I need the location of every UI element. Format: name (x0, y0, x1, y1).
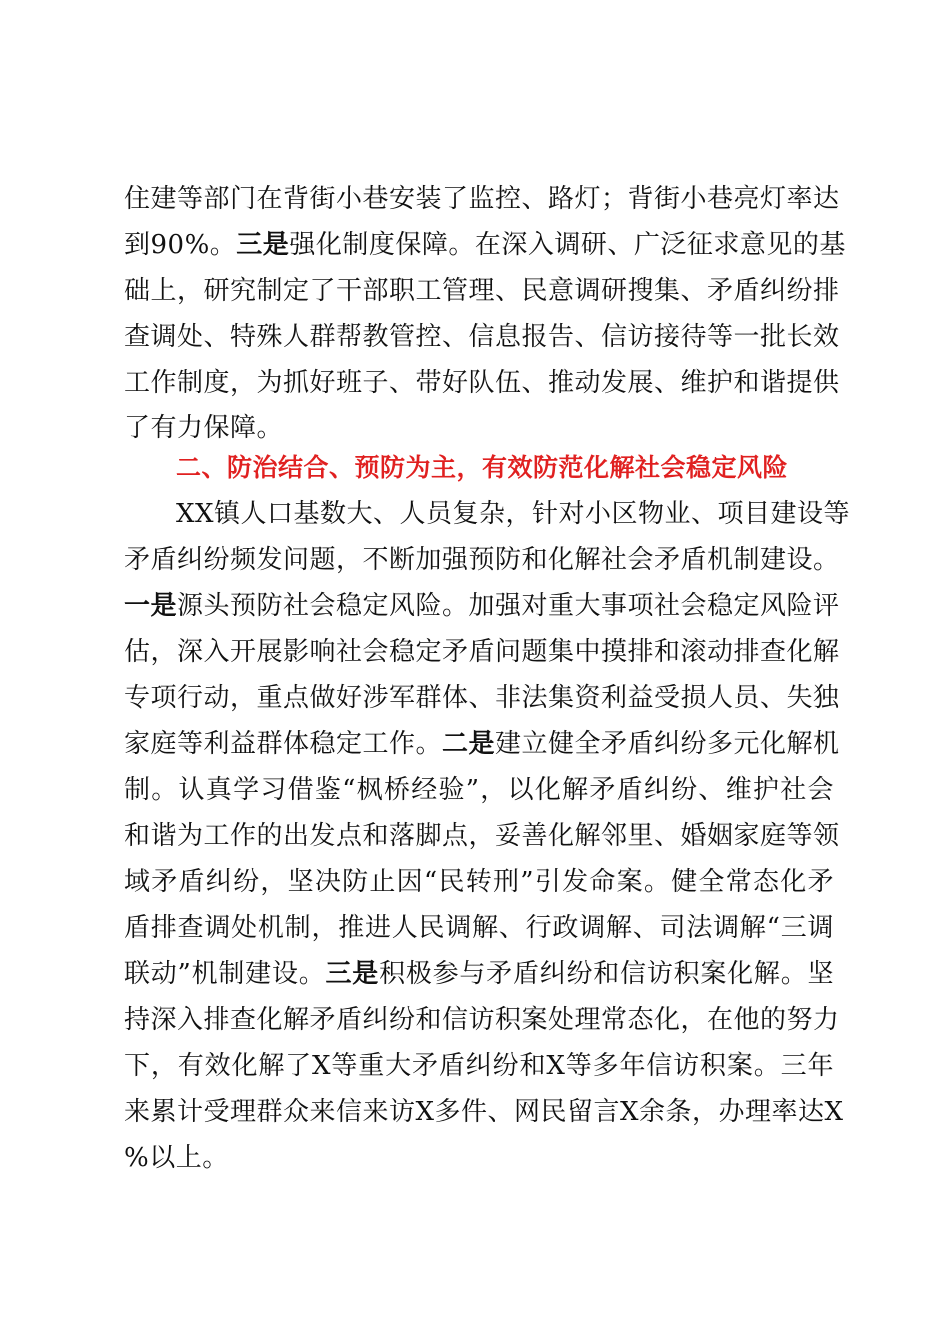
paragraph-line: 持深入排查化解矛盾纠纷和信访积案处理常态化，在他的努力 (124, 1005, 840, 1035)
text-run: 源头预防社会稳定风险。加强对重大事项社会稳定风险评 (177, 591, 840, 621)
paragraph-line (124, 221, 846, 269)
paragraph-line: 础上，研究制定了干部职工管理、民意调研搜集、矛盾纠纷排 (124, 276, 840, 306)
paragraph-line: 住建等部门在背街小巷安装了监控、路灯；背街小巷亮灯率达 (124, 184, 840, 214)
paragraph-line: 工作制度，为抓好班子、带好队伍、推动发展、维护和谐提供 (124, 368, 840, 398)
paragraph-line: XX镇人口基数大、人员复杂，针对小区物业、项目建设等 (176, 499, 851, 529)
paragraph-line: 下，有效化解了X等重大矛盾纠纷和X等多年信访积案。三年 (124, 1051, 834, 1081)
section-heading: 二、防治结合、预防为主，有效防范化解社会稳定风险 (176, 453, 789, 482)
bold-marker: 三是 (325, 959, 380, 989)
paragraph-line: 制。认真学习借鉴“枫桥经验”，以化解矛盾纠纷、维护社会 (124, 775, 834, 805)
paragraph-line: 查调处、特殊人群帮教管控、信息报告、信访接待等一批长效 (124, 322, 840, 352)
paragraph-line: 来累计受理群众来信来访X多件、网民留言X余条，办理率达X (124, 1097, 844, 1127)
paragraph-line: 盾排查调处机制，推进人民调解、行政调解、司法调解“三调 (124, 913, 834, 943)
paragraph-line: 域矛盾纠纷，坚决防止因“民转刑”引发命案。健全常态化矛 (124, 867, 834, 897)
paragraph-line: 专项行动，重点做好涉军群体、非法集资利益受损人员、失独 (124, 683, 840, 713)
bold-marker: 三是 (236, 230, 290, 260)
text-run: 联动”机制建设。 (124, 959, 326, 989)
text-run: 强化制度保障。在深入调研、广泛征求意见的基 (289, 230, 846, 260)
text-run: 到90%。 (124, 230, 237, 260)
text-run: 建立健全矛盾纠纷多元化解机 (495, 729, 840, 759)
bold-marker: 二是 (442, 729, 496, 759)
paragraph-line (124, 720, 840, 768)
paragraph-line (124, 950, 834, 998)
text-run: 积极参与矛盾纠纷和信访积案化解。坚 (379, 959, 834, 989)
paragraph-line: 估，深入开展影响社会稳定矛盾问题集中摸排和滚动排查化解 (124, 637, 840, 667)
paragraph-line: 了有力保障。 (124, 413, 284, 443)
text-run: 家庭等利益群体稳定工作。 (124, 729, 443, 759)
paragraph-line: 和谐为工作的出发点和落脚点，妥善化解邻里、婚姻家庭等领 (124, 821, 840, 851)
paragraph-line: 矛盾纠纷频发问题，不断加强预防和化解社会矛盾机制建设。 (124, 545, 840, 575)
paragraph-line (124, 582, 840, 630)
paragraph-line: %以上。 (124, 1143, 229, 1173)
bold-marker: 一是 (124, 591, 178, 621)
